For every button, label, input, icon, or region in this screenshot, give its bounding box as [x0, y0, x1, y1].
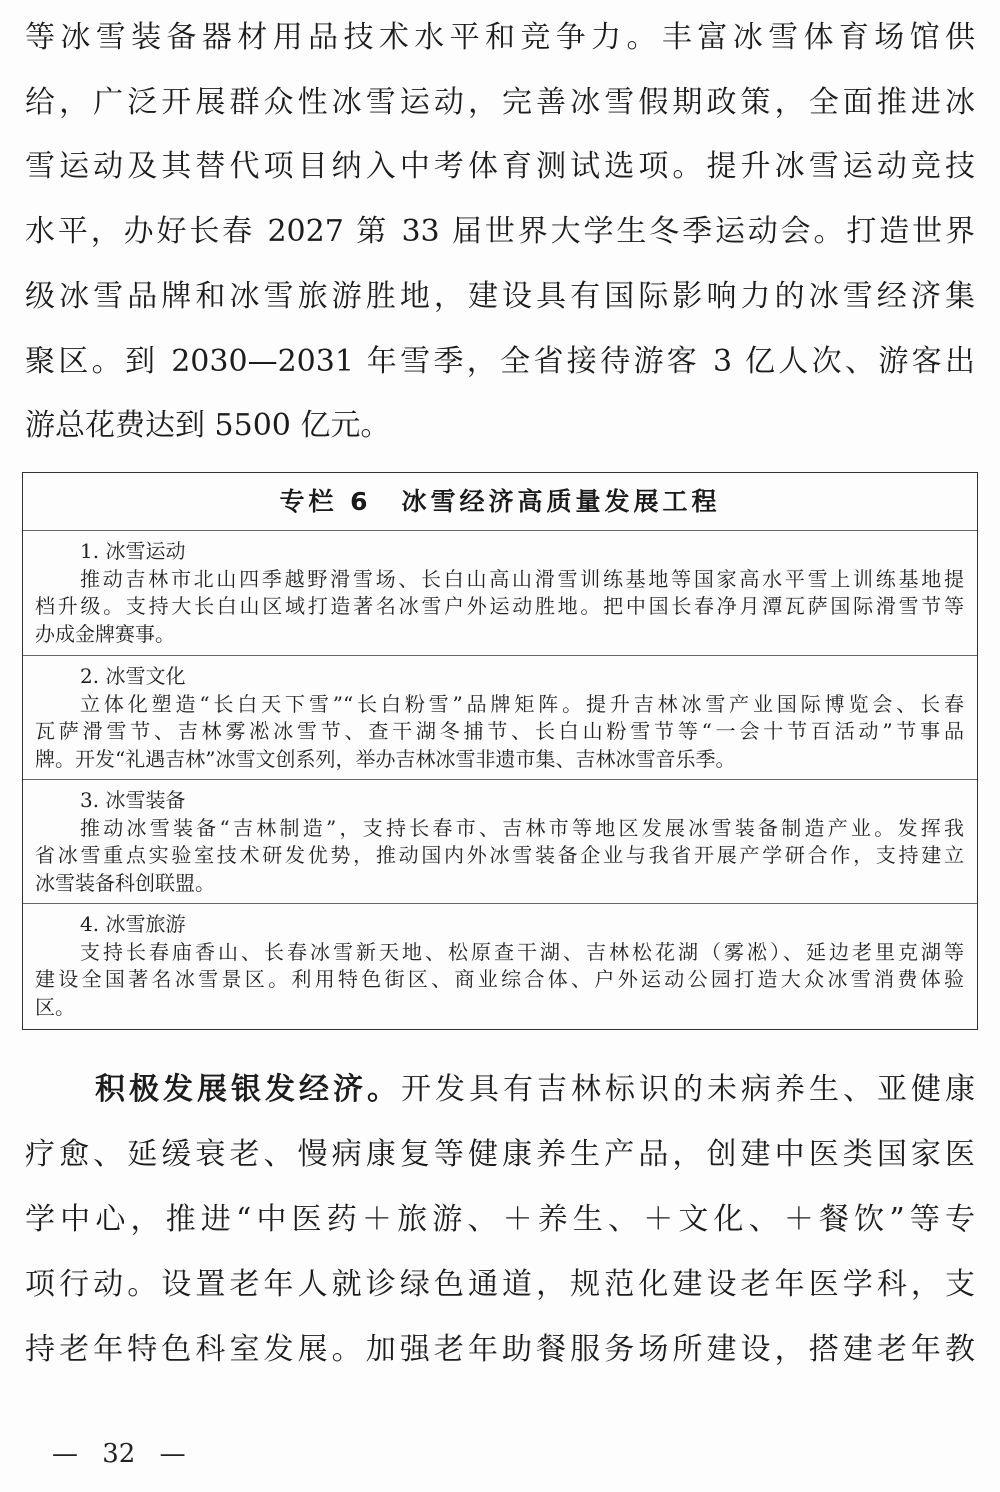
section-heading: 3. 冰雪装备 [80, 788, 186, 812]
paragraph-line: 持老年特色科室发展。加强老年助餐服务场所建设，搭建老年教 [25, 1332, 975, 1367]
paragraph-line: 游总花费达到 5500 亿元。 [25, 408, 391, 444]
section-line: 牌。开发“礼遇吉林”冰雪文创系列，举办吉林冰雪非遗市集、吉林冰雪音乐季。 [35, 746, 736, 771]
paragraph-line: 学中心，推进“中医药＋旅游、＋养生、＋文化、＋餐饮”等专 [25, 1202, 975, 1237]
section-line: 省冰雪重点实验室技术研发优势，推动国内外冰雪装备企业与我省开展产学研合作，支持建立 [35, 843, 964, 867]
section-line: 建设全国著名冰雪景区。利用特色街区、商业综合体、户外运动公园打造大众冰雪消费体验 [35, 967, 964, 991]
section-line: 区。 [35, 994, 75, 1019]
section-line: 推动吉林市北山四季越野滑雪场、长白山高山滑雪训练基地等国家高水平雪上训练基地提 [80, 566, 964, 591]
section-heading: 1. 冰雪运动 [80, 539, 186, 563]
section-heading: 4. 冰雪旅游 [80, 912, 186, 936]
paragraph-line: 级冰雪品牌和冰雪旅游胜地，建设具有国际影响力的冰雪经济集 [25, 278, 975, 314]
paragraph-line: 水平，办好长春 2027 第 33 届世界大学生冬季运动会。打造世界 [25, 214, 975, 250]
section-line: 支持长春庙香山、长春冰雪新天地、松原查干湖、吉林松花湖（雾凇）、延边老里克湖等 [80, 939, 964, 964]
section-line: 瓦萨滑雪节、吉林雾凇冰雪节、查干湖冬捕节、长白山粉雪节等“一会十节百活动”节事品 [35, 719, 964, 743]
section-heading: 2. 冰雪文化 [80, 664, 186, 688]
paragraph-line: 疗愈、延缓衰老、慢病康复等健康养生产品，创建中医类国家医 [25, 1137, 975, 1172]
paragraph-lead: 积极发展银发经济。 [95, 1072, 401, 1107]
section-line: 立体化塑造“长白天下雪”“长白粉雪”品牌矩阵。提升吉林冰雪产业国际博览会、长春 [80, 691, 964, 716]
paragraph-line: 雪运动及其替代项目纳入中考体育测试选项。提升冰雪运动竞技 [25, 149, 975, 185]
box-section-ice-snow-equipment [23, 779, 977, 903]
box-section-ice-snow-sports [23, 530, 977, 655]
paragraph-line: 等冰雪装备器材用品技术水平和竞争力。丰富冰雪体育场馆供 [25, 20, 975, 55]
section-line: 推动冰雪装备“吉林制造”，支持长春市、吉林市等地区发展冰雪装备制造产业。发挥我 [80, 815, 964, 840]
paragraph-line: 聚区。到 2030—2031 年雪季，全省接待游客 3 亿人次、游客出 [25, 343, 975, 379]
paragraph-line-text: 开发具有吉林标识的未病养生、亚健康 [401, 1072, 975, 1107]
bottom-paragraph [25, 1057, 975, 1382]
section-line: 冰雪装备科创联盟。 [35, 870, 215, 895]
top-paragraph [25, 6, 975, 459]
section-line: 办成金牌赛事。 [35, 621, 175, 646]
box-section-ice-snow-tourism [23, 903, 977, 1028]
feature-box [22, 472, 978, 1030]
page-number: — 32 — [52, 1439, 186, 1469]
box-section-ice-snow-culture [23, 655, 977, 779]
feature-box-heading: 冰雪经济高质量发展工程 [401, 487, 721, 516]
section-line: 档升级。支持大长白山区域打造著名冰雪户外运动胜地。把中国长春净月潭瓦萨国际滑雪节等 [35, 594, 964, 618]
paragraph-line: 项行动。设置老年人就诊绿色通道，规范化建设老年医学科，支 [25, 1267, 975, 1302]
feature-box-label: 专栏 6 [279, 487, 372, 516]
feature-box-title [23, 473, 977, 530]
paragraph-line [25, 1057, 975, 1122]
paragraph-line: 给，广泛开展群众性冰雪运动，完善冰雪假期政策，全面推进冰 [25, 84, 975, 120]
